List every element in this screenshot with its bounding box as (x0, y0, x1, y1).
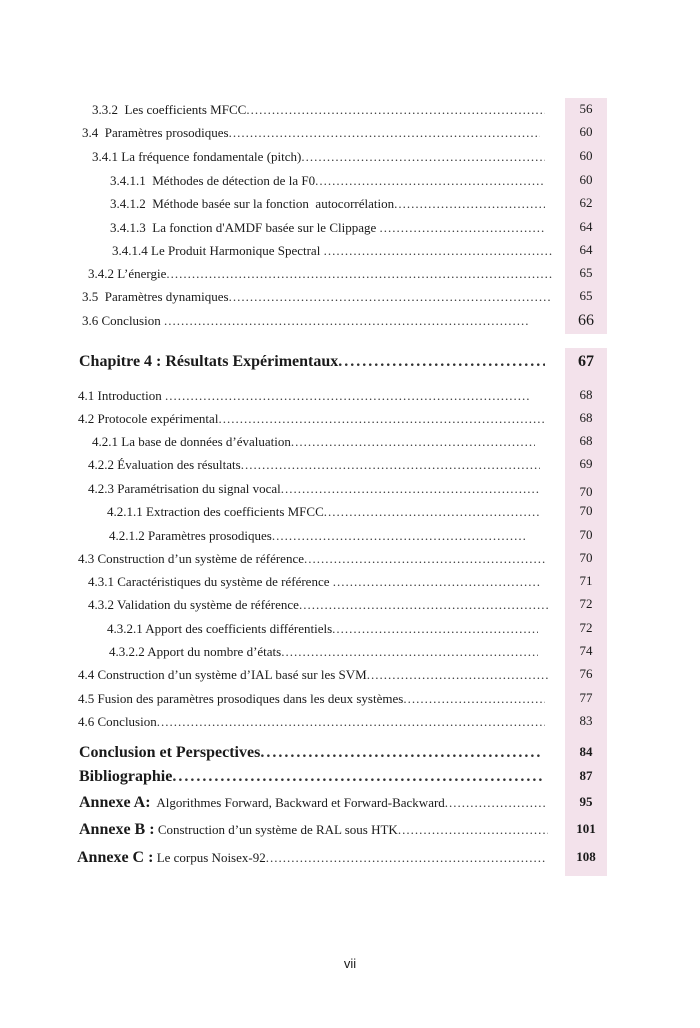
dot-leader (291, 434, 535, 450)
toc-entry[interactable] (110, 171, 545, 191)
toc-entry[interactable] (107, 619, 538, 639)
toc-entry-title: 3.4.1.1 Méthodes de détection de la F0 (110, 173, 316, 188)
toc-entry-title: 3.4.2 L’énergie (88, 266, 167, 281)
toc-entry-title: Algorithmes Forward, Backward et Forward-Backward (150, 795, 445, 810)
toc-entry[interactable] (88, 595, 548, 615)
dot-leader (445, 795, 545, 811)
annex-prefix: Annexe B : (79, 821, 155, 838)
toc-entry[interactable] (109, 526, 525, 546)
toc-page-number: 108 (576, 849, 596, 864)
toc-entry-title: 3.4.1.2 Méthode basée sur la fonction autocorrélation (110, 196, 395, 211)
toc-entry[interactable] (82, 287, 552, 307)
toc-entry-title: Bibliographie (79, 768, 173, 785)
toc-page-number: 67 (578, 353, 594, 370)
toc-entry[interactable] (92, 147, 545, 167)
toc-page-number: 65 (579, 288, 593, 303)
toc-entry-title: 4.2.1.1 Extraction des coefficients MFCC (107, 504, 324, 519)
toc-entry[interactable] (78, 712, 545, 732)
toc-page-number: 70 (579, 503, 593, 518)
toc-page-number: 56 (579, 101, 593, 116)
toc-entry-title: Construction d’un système de RAL sous HTK (154, 822, 398, 837)
toc-page-number: 72 (579, 620, 593, 635)
toc-page-number: 70 (579, 550, 593, 565)
toc-chapter-entry[interactable] (79, 352, 545, 372)
toc-page-number: 71 (579, 573, 593, 588)
dot-leader (301, 149, 545, 165)
toc-page-number: 64 (579, 242, 593, 257)
dot-leader (157, 714, 545, 730)
toc-entry-title: 3.3.2 Les coefficients MFCC (92, 102, 247, 117)
annex-prefix: Annexe A: (79, 794, 151, 811)
toc-entry-title: 4.5 Fusion des paramètres prosodiques dans les deux systèmes (78, 691, 404, 706)
dot-leader (272, 528, 525, 544)
dot-leader (403, 691, 545, 707)
toc-page-number: 68 (579, 410, 593, 425)
dot-leader (338, 353, 545, 371)
toc-page-number: 66 (578, 312, 594, 329)
toc-page-number: 68 (579, 433, 593, 448)
toc-annex-entry[interactable] (77, 848, 545, 868)
toc-entry-title: Conclusion et Perspectives (79, 744, 261, 761)
dot-leader (367, 667, 550, 683)
toc-entry[interactable] (110, 218, 545, 238)
toc-entry-title: 3.4 Paramètres prosodiques (82, 125, 229, 140)
dot-leader (246, 102, 545, 118)
toc-page-number: 83 (579, 713, 593, 728)
toc-chapter-entry[interactable] (79, 743, 543, 763)
dot-leader (380, 220, 545, 236)
toc-page-number: 74 (579, 643, 593, 658)
toc-page-number: 60 (579, 124, 593, 139)
toc-entry[interactable] (110, 194, 545, 214)
toc-entry[interactable] (92, 432, 535, 452)
dot-leader (394, 196, 545, 212)
toc-entry[interactable] (78, 549, 545, 569)
dot-leader (398, 822, 548, 838)
toc-page-number: 70 (579, 484, 593, 499)
toc-entry-title: 4.3.2.2 Apport du nombre d’états (109, 644, 282, 659)
toc-entry-title: 4.4 Construction d’un système d’IAL basé sur les SVM (78, 667, 367, 682)
toc-annex-entry[interactable] (79, 793, 545, 813)
toc-entry-title: 4.3.1 Caractéristiques du système de référence (88, 574, 333, 589)
toc-page-number: 69 (579, 456, 593, 471)
toc-entry-title: 4.2.2 Évaluation des résultats (88, 457, 241, 472)
dot-leader (218, 411, 545, 427)
toc-entry-title: 4.3 Construction d’un système de référence (78, 551, 304, 566)
toc-entry-title: 4.1 Introduction (78, 388, 166, 403)
dot-leader (164, 313, 530, 329)
toc-entry[interactable] (82, 123, 540, 143)
toc-entry[interactable] (78, 386, 530, 406)
toc-page-number: 65 (579, 265, 593, 280)
toc-entry[interactable] (112, 241, 552, 261)
toc-page-number: 76 (579, 666, 593, 681)
dot-leader (332, 621, 538, 637)
toc-entry-title: 4.2.1.2 Paramètres prosodiques (109, 528, 272, 543)
toc-page-number: 95 (579, 794, 593, 809)
toc-entry-title: 4.3.2.1 Apport des coefficients différentiels (107, 621, 333, 636)
toc-entry[interactable] (107, 502, 540, 522)
toc-entry[interactable] (78, 665, 550, 685)
toc-entry-title: 3.4.1 La fréquence fondamentale (pitch) (92, 149, 302, 164)
toc-page-number: 77 (579, 690, 593, 705)
toc-chapter-entry[interactable] (79, 767, 543, 787)
toc-page-number: 70 (579, 527, 593, 542)
toc-entry[interactable] (88, 572, 540, 592)
dot-leader (229, 125, 540, 141)
toc-entry[interactable] (92, 100, 545, 120)
dot-leader (304, 551, 545, 567)
toc-entry[interactable] (78, 409, 545, 429)
toc-page-number: 72 (579, 596, 593, 611)
dot-leader (266, 850, 545, 866)
toc-entry[interactable] (88, 479, 540, 499)
toc-entry-title: 4.6 Conclusion (78, 714, 157, 729)
page-number-footer: vii (343, 956, 357, 971)
toc-entry-title: 3.4.1.3 La fonction d'AMDF basée sur le Clippage (110, 220, 380, 235)
dot-leader (229, 289, 552, 305)
toc-entry[interactable] (88, 455, 540, 475)
dot-leader (260, 744, 543, 762)
dot-leader (315, 173, 545, 189)
dot-leader (299, 597, 548, 613)
toc-entry-title: 4.3.2 Validation du système de référence (88, 597, 299, 612)
annex-prefix: Annexe C : (77, 849, 154, 866)
toc-page-number: 60 (579, 172, 593, 187)
dot-leader (324, 243, 552, 259)
toc-entry-title: 3.6 Conclusion (82, 313, 164, 328)
dot-leader (281, 644, 538, 660)
toc-entry-title: 4.2.3 Paramétrisation du signal vocal (88, 481, 281, 496)
toc-page-number: 84 (579, 744, 593, 759)
dot-leader (333, 574, 540, 590)
toc-page-number: 60 (579, 148, 593, 163)
dot-leader (172, 768, 543, 786)
dot-leader (281, 481, 540, 497)
toc-entry-title: Le corpus Noisex-92 (153, 850, 266, 865)
toc-entry-title: Chapitre 4 : Résultats Expérimentaux (79, 353, 339, 370)
toc-entry-title: 3.5 Paramètres dynamiques (82, 289, 229, 304)
toc-entry-title: 3.4.1.4 Le Produit Harmonique Spectral (112, 243, 324, 258)
toc-page-number: 62 (579, 195, 593, 210)
dot-leader (241, 457, 540, 473)
dot-leader (166, 266, 552, 282)
toc-page-number: 101 (576, 821, 596, 836)
toc-page-number: 87 (579, 768, 593, 783)
toc-entry-title: 4.2 Protocole expérimental (78, 411, 219, 426)
toc-entry-title: 4.2.1 La base de données d’évaluation (92, 434, 291, 449)
toc-entry[interactable] (78, 689, 545, 709)
toc-page-number: 64 (579, 219, 593, 234)
toc-entry[interactable] (109, 642, 538, 662)
dot-leader (165, 388, 530, 404)
toc-entry[interactable] (82, 311, 530, 331)
dot-leader (324, 504, 540, 520)
toc-entry[interactable] (88, 264, 552, 284)
toc-page-number: 68 (579, 387, 593, 402)
toc-annex-entry[interactable] (79, 820, 548, 840)
